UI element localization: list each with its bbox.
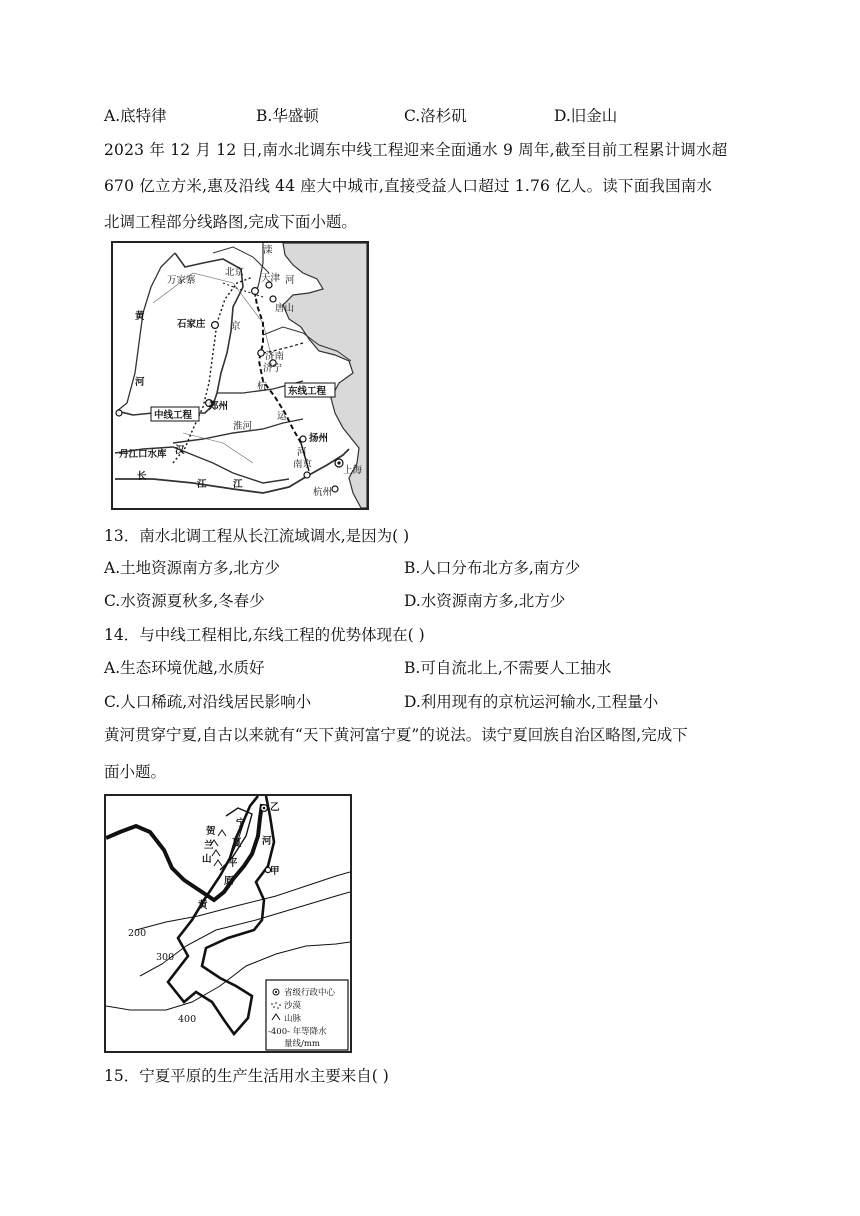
intro1-line-3: 北调工程部分线路图,完成下面小题。 <box>104 213 357 231</box>
label-iso300: 300 <box>156 952 175 963</box>
legend-mountain: 山脉 <box>284 1014 302 1024</box>
label-jining: 济宁 <box>263 363 283 374</box>
middle-route-line <box>173 277 253 463</box>
label-river-he: 河 <box>297 447 307 458</box>
q13-option-d: D.水资源南方多,北方少 <box>404 592 566 610</box>
q14-option-d: D.利用现有的京杭运河输水,工程量小 <box>404 693 659 711</box>
label-wanjiazhai: 万家寨 <box>167 275 196 286</box>
label-hang: 杭 <box>257 381 267 392</box>
q14-option-b: B.可自流北上,不需要人工抽水 <box>404 659 612 677</box>
label-jiang1: 江 <box>197 479 207 490</box>
q14-stem: 14．与中线工程相比,东线工程的优势体现在( ) <box>104 626 425 644</box>
label-iso200: 200 <box>128 928 147 939</box>
label-han: 汉 <box>175 445 185 456</box>
legend-isohyet: -400- 年等降水 <box>268 1027 327 1037</box>
label-nanjing: 南京 <box>293 459 313 470</box>
label-iso400: 400 <box>178 1014 197 1025</box>
water-diversion-map <box>111 241 369 510</box>
label-yi: 乙 <box>270 802 280 813</box>
q13-option-c: C.水资源夏秋多,冬春少 <box>104 592 265 610</box>
label-shan: 山 <box>202 854 212 865</box>
label-jiang2: 江 <box>233 479 243 490</box>
label-danjiangkou: 丹江口水库 <box>119 449 167 460</box>
label-huaihe: 淮河 <box>233 421 253 432</box>
label-jing: 京 <box>231 321 241 332</box>
label-middle-line: 中线工程 <box>154 410 193 421</box>
label-shijiazhuang: 石家庄 <box>177 319 206 330</box>
label-he-lan: 贺 <box>206 826 216 837</box>
label-lan: 兰 <box>204 840 214 851</box>
q12-option-d: D.旧金山 <box>554 107 618 125</box>
label-jinan: 济南 <box>265 351 285 362</box>
label-he-river: 河 <box>285 275 295 286</box>
label-hangzhou: 杭州 <box>313 487 333 498</box>
label-shanghai: 上海 <box>343 465 363 476</box>
q14-option-a: A.生态环境优越,水质好 <box>104 659 265 677</box>
label-yuan: 原 <box>224 876 234 887</box>
label-huang-river: 黄 <box>198 900 208 911</box>
q13-option-b: B.人口分布北方多,南方少 <box>404 559 581 577</box>
intro1-line-2: 670 亿立方米,惠及沿线 44 座大中城市,直接受益人口超过 1.76 亿人。读下面我国南水 <box>104 177 713 195</box>
q12-option-b: B.华盛顿 <box>256 107 319 125</box>
ningxia-map <box>104 794 352 1053</box>
q13-option-a: A.土地资源南方多,北方少 <box>104 559 281 577</box>
label-jia: 甲 <box>270 866 280 877</box>
legend-isohyet-unit: 量线/mm <box>284 1039 320 1049</box>
legend-desert: 沙漠 <box>284 1001 302 1011</box>
label-luan: 滦 <box>263 245 273 256</box>
label-tianjin: 天津 <box>261 273 281 284</box>
q13-stem: 13．南水北调工程从长江流域调水,是因为( ) <box>104 527 410 545</box>
q12-option-c: C.洛杉矶 <box>404 107 467 125</box>
label-chang: 长 <box>137 471 147 482</box>
q12-option-a: A.底特律 <box>104 107 167 125</box>
label-he2: 河 <box>135 377 145 388</box>
label-he: 河 <box>262 836 272 847</box>
label-tangshan: 唐山 <box>275 303 295 314</box>
label-yangzhou: 扬州 <box>309 433 329 444</box>
intro1-line-1: 2023 年 12 月 12 日,南水北调东中线工程迎来全面通水 9 周年,截至目前工程累计调水超 <box>104 141 728 159</box>
label-xia: 夏 <box>232 838 242 849</box>
label-zhengzhou: 郑州 <box>209 401 229 412</box>
label-yun: 运 <box>277 411 287 422</box>
q15-stem: 15．宁夏平原的生产生活用水主要来自( ) <box>104 1067 389 1085</box>
label-east-line: 东线工程 <box>288 386 327 397</box>
legend-capital: 省级行政中心 <box>284 988 336 998</box>
intro2-line-1: 黄河贯穿宁夏,自古以来就有“天下黄河富宁夏”的说法。读宁夏回族自治区略图,完成下 <box>104 726 688 744</box>
q14-option-c: C.人口稀疏,对沿线居民影响小 <box>104 693 312 711</box>
label-ning: 宁 <box>236 818 246 829</box>
label-ping: 平 <box>228 858 238 869</box>
intro2-line-2: 面小题。 <box>104 763 167 781</box>
label-huang: 黄 <box>135 311 145 322</box>
label-beijing: 北京 <box>225 267 245 278</box>
